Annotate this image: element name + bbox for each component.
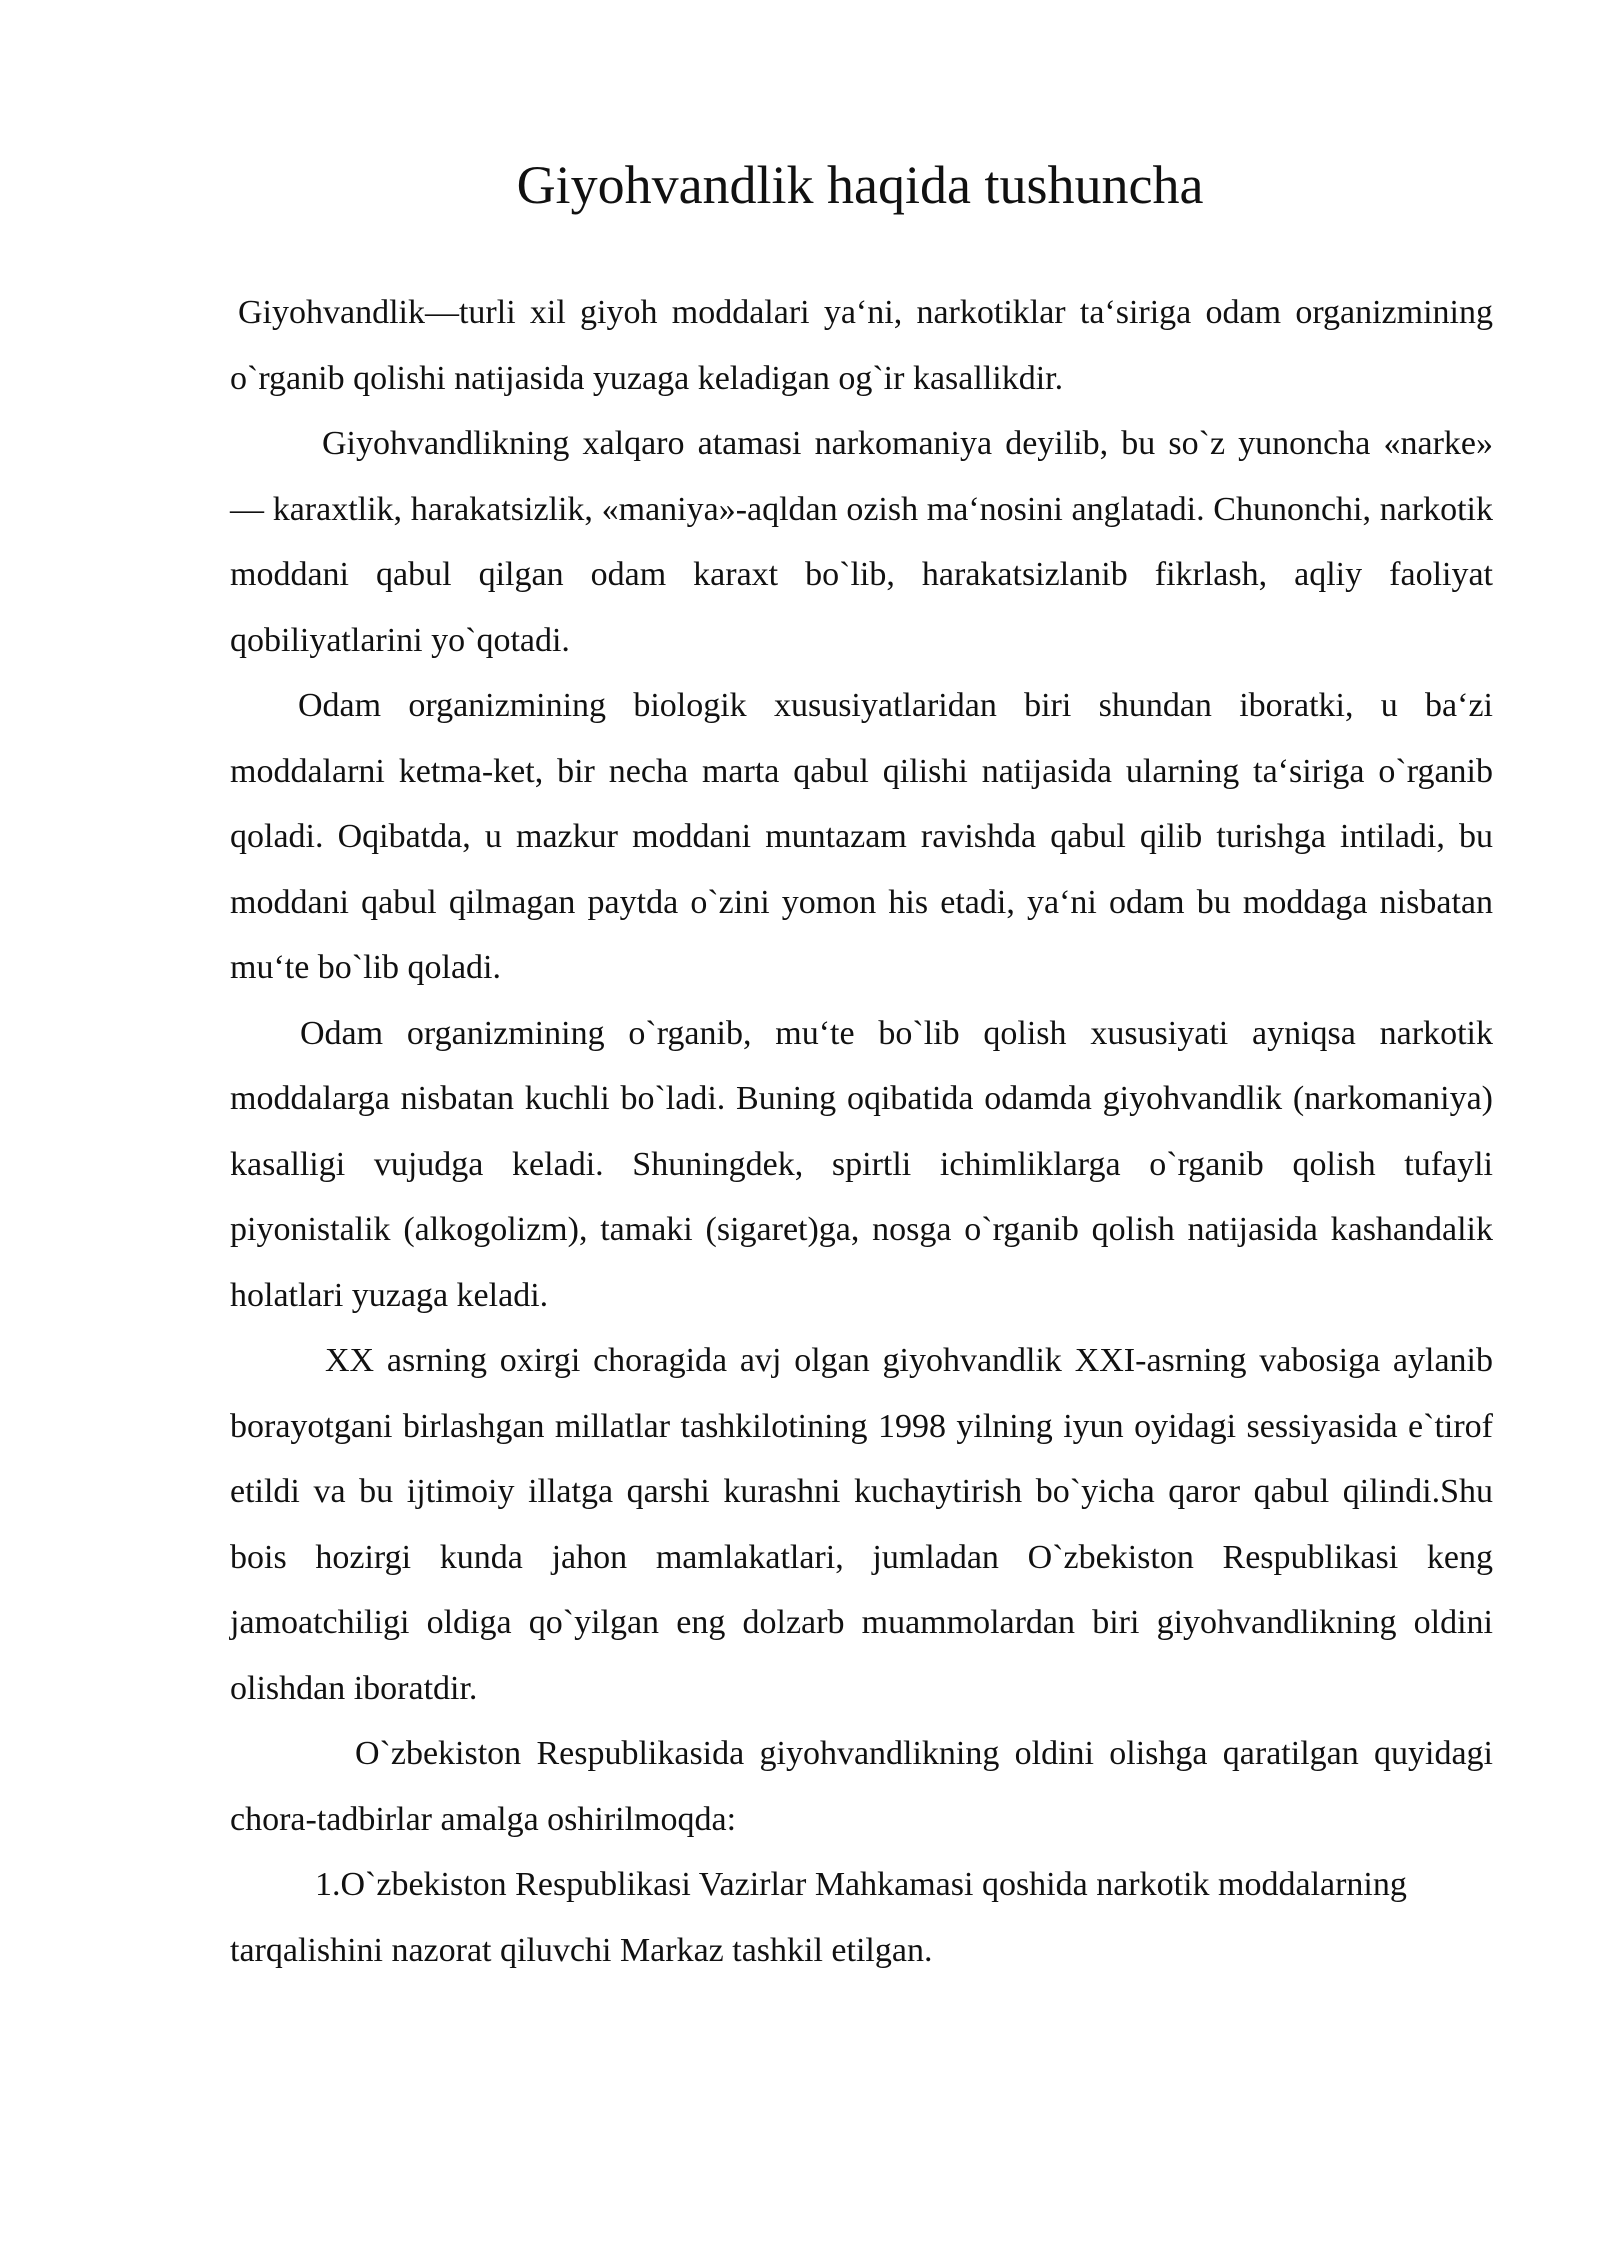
- page-title: Giyohvandlik haqida tushuncha: [516, 155, 1204, 215]
- paragraph-narcotic-dependence: Odam organizmining o`rganib, mu‘te bo`lib qolish xususiyati ayniqsa narkotik moddalarga nisbatan kuchli bo`ladi. Buning oqibatida odamda giyohvandlik (narkomaniya) kasalligi vujudga keladi. Shuningdek, spirtli ichimliklarga o`rganib qolish tufayli piyonistalik (alkogolizm), tamaki (sigaret)ga, nosga o`rganib qolish natijasida kashandalik holatlari yuzaga keladi.: [230, 1014, 1493, 1314]
- paragraph-measure-1: 1.O`zbekiston Respublikasi Vazirlar Mahkamasi qoshida narkotik moddalarning tarqalishini nazorat qiluvchi Markaz tashkil etilgan.: [230, 1866, 1407, 1969]
- paragraph-biological-property: Odam organizmining biologik xususiyatlaridan biri shundan iboratki, u ba‘zi moddalarni ketma-ket, bir necha marta qabul qilishi natijasida ularning ta‘siriga o`rganib qoladi. Oqibatda, u mazkur moddani muntazam ravishda qabul qilib turishga intiladi, bu moddani qabul qilmagan paytda o`zini yomon his etadi, ya‘ni odam bu moddaga nisbatan mu‘te bo`lib qoladi.: [230, 687, 1493, 986]
- paragraph-term-origin: Giyohvandlikning xalqaro atamasi narkomaniya deyilib, bu so`z yunoncha «narke» — karaxtlik, harakatsizlik, «maniya»-aqldan ozish ma‘nosini anglatadi. Chunonchi, narkotik moddani qabul qilgan odam karaxt bo`lib, harakatsizlanib fikrlash, aqliy faoliyat qobiliyatlarini yo`qotadi.: [230, 425, 1493, 659]
- paragraph-definition: Giyohvandlik—turli xil giyoh moddalari ya‘ni, narkotiklar ta‘siriga odam organizmining o`rganib qolishi natijasida yuzaga keladigan og`ir kasallikdir.: [230, 294, 1493, 397]
- paragraph-un-session: XX asrning oxirgi choragida avj olgan giyohvandlik XXI-asrning vabosiga aylanib borayotgani birlashgan millatlar tashkilotining 1998 yilning iyun oyidagi sessiyasida e`tirof etildi va bu ijtimoiy illatga qarshi kurashni kuchaytirish bo`yicha qaror qabul qilindi.Shu bois hozirgi kunda jahon mamlakatlari, jumladan O`zbekiston Respublikasi keng jamoatchiligi oldiga qo`yilgan eng dolzarb muammolardan biri giyohvandlikning oldini olishdan iboratdir.: [230, 1342, 1493, 1707]
- paragraph-measures-intro: O`zbekiston Respublikasida giyohvandlikning oldini olishga qaratilgan quyidagi chora-tadbirlar amalga oshirilmoqda:: [230, 1735, 1493, 1838]
- document-body: [230, 280, 1493, 1983]
